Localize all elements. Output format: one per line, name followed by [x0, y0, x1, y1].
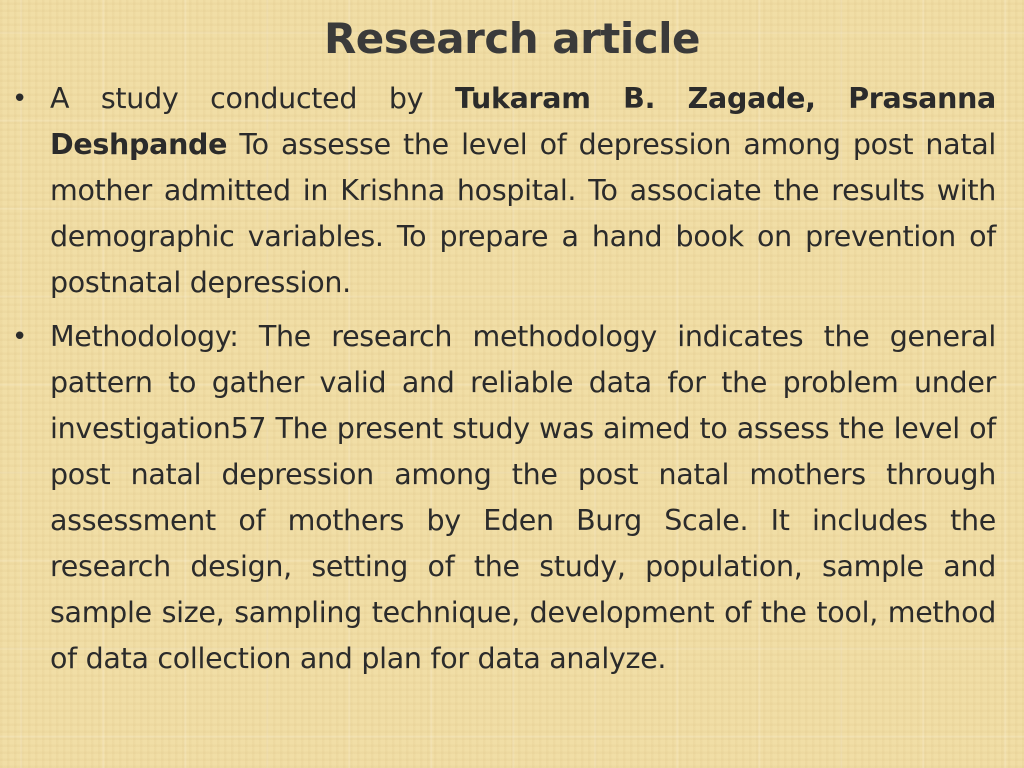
- study-authors: Tukaram B. Zagade, Prasanna Deshpande: [50, 82, 996, 161]
- study-objectives: To assesse the level of depression among post natal mother admitted in Krishna hospital. To associate the results with demographic variables. To prepare a hand book on prevention of postnatal depression.: [50, 128, 996, 299]
- methodology-text: Methodology: The research methodology indicates the general pattern to gather valid and reliable data for the problem under investigation57 The present study was aimed to assess the level of post natal depression among the post natal mothers through assessment of mothers by Eden Burg Scale. It includes the research design, setting of the study, population, sample and sample size, sampling technique, development of the tool, method of data collection and plan for data analyze.: [50, 320, 996, 675]
- bullet-study: [12, 76, 996, 306]
- bullet-marker: •: [12, 322, 28, 352]
- bullet-list: [12, 76, 996, 690]
- study-intro: A study conducted by: [50, 82, 455, 115]
- bullet-methodology: [12, 314, 996, 682]
- slide-title: Research article: [323, 14, 701, 63]
- bullet-marker: •: [12, 84, 28, 114]
